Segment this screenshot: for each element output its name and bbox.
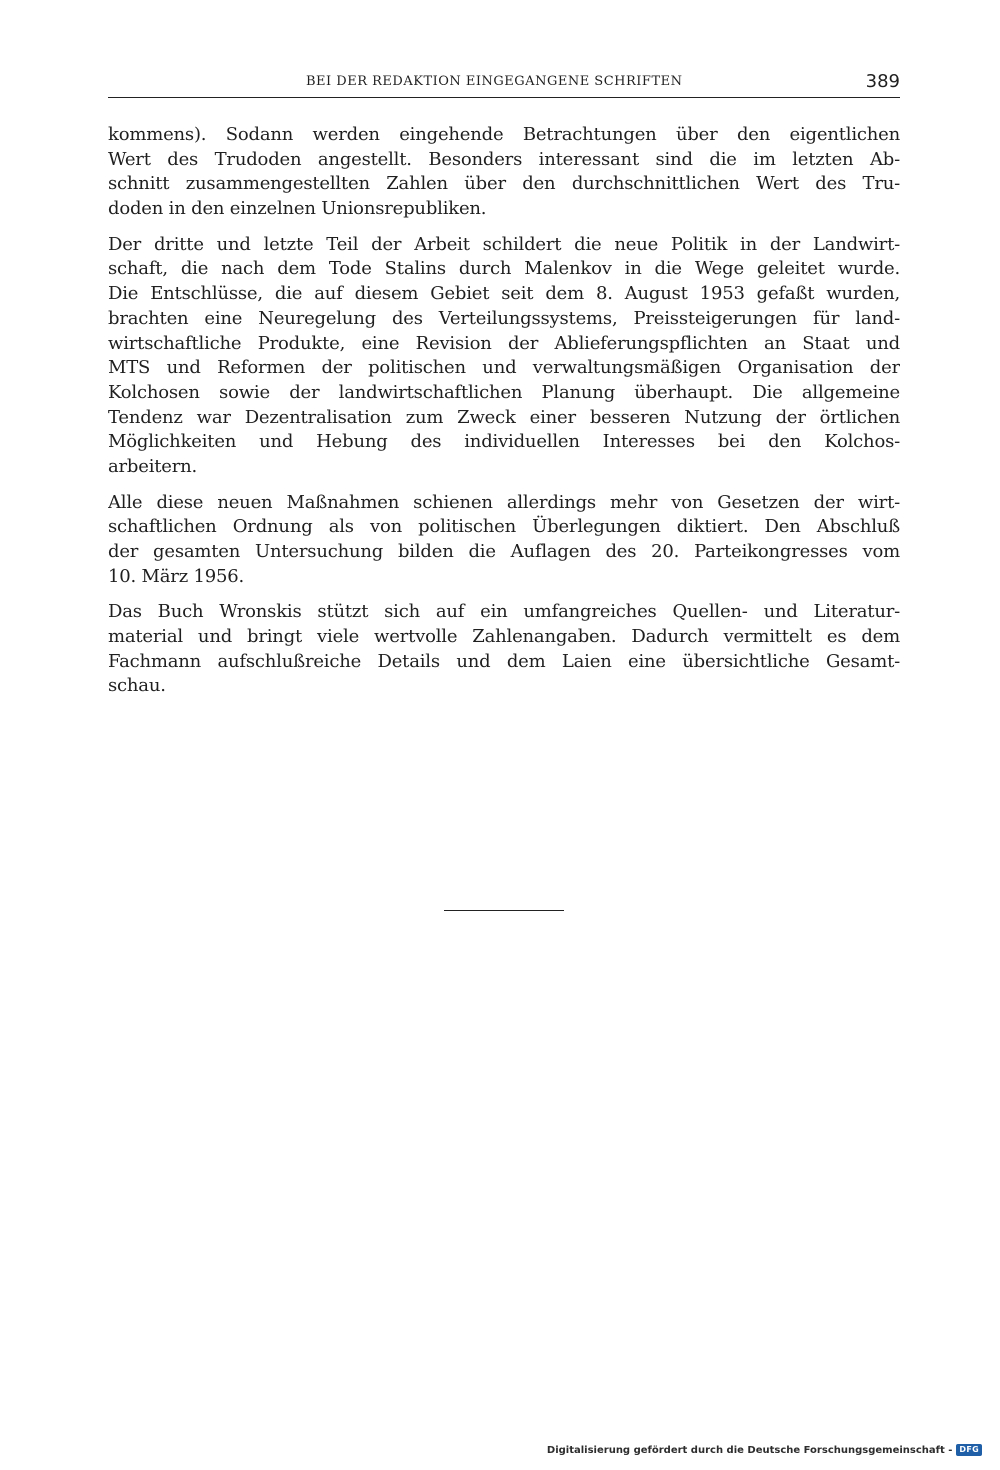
text-line: brachten eine Neuregelung des Verteilungssystems, Preissteigerungen für land-	[108, 307, 900, 329]
text-line: Kolchosen sowie der landwirtschaftlichen Planung überhaupt. Die allgemeine	[108, 381, 900, 403]
text-line: schaftlichen Ordnung als von politischen Überlegungen diktiert. Den Abschluß	[108, 516, 900, 538]
text-line: 10. März 1956.	[108, 565, 245, 587]
text-line: schau.	[108, 675, 166, 697]
text-line: Möglichkeiten und Hebung des individuellen Interesses bei den Kolchos-	[108, 431, 900, 453]
text-line: Tendenz war Dezentralisation zum Zweck einer besseren Nutzung der örtlichen	[108, 406, 900, 428]
text-line: Wert des Trudoden angestellt. Besonders interessant sind die im letzten Ab-	[108, 148, 900, 170]
text-line: Alle diese neuen Maßnahmen schienen allerdings mehr von Gesetzen der wirt-	[108, 491, 900, 513]
text-line: doden in den einzelnen Unionsrepubliken.	[108, 198, 487, 220]
text-line: kommens). Sodann werden eingehende Betrachtungen über den eigentlichen	[108, 124, 900, 145]
text-line: MTS und Reformen der politischen und verwaltungsmäßigen Organisation der	[108, 357, 900, 379]
text-line: Die Entschlüsse, die auf diesem Gebiet seit dem 8. August 1953 gefaßt wurden,	[108, 283, 900, 305]
text-line: Fachmann aufschlußreiche Details und dem Laien eine übersichtliche Gesamt-	[108, 650, 900, 672]
digitization-credit-text: Digitalisierung gefördert durch die Deutsche Forschungsgemeinschaft -	[546, 1444, 953, 1456]
text-line: Der dritte und letzte Teil der Arbeit schildert die neue Politik in der Landwirt-	[108, 233, 900, 255]
text-line: schnitt zusammengestellten Zahlen über den durchschnittlichen Wert des Tru-	[108, 173, 900, 195]
header-rule	[108, 97, 900, 98]
text-line: wirtschaftliche Produkte, eine Revision der Ablieferungspflichten an Staat und	[108, 332, 900, 354]
text-line: schaft, die nach dem Tode Stalins durch Malenkov in die Wege geleitet wurde.	[108, 258, 900, 280]
body-text	[108, 123, 900, 710]
dfg-logo-icon: DFG	[956, 1444, 982, 1456]
running-header-title: BEI DER REDAKTION EINGEGANGENE SCHRIFTEN	[306, 74, 683, 89]
paragraph-1	[108, 123, 900, 222]
section-end-rule	[444, 910, 564, 911]
page-number: 389	[865, 71, 900, 92]
paragraph-4	[108, 600, 900, 699]
paragraph-2	[108, 233, 900, 480]
text-line: material und bringt viele wertvolle Zahlenangaben. Dadurch vermittelt es dem	[108, 626, 900, 648]
text-line: arbeitern.	[108, 455, 198, 477]
paragraph-3	[108, 491, 900, 590]
text-line: Das Buch Wronskis stützt sich auf ein umfangreiches Quellen- und Literatur-	[108, 601, 900, 623]
running-header	[108, 72, 900, 98]
text-line: der gesamten Untersuchung bilden die Auflagen des 20. Parteikongresses vom	[108, 541, 900, 562]
digitization-credit	[547, 1444, 982, 1456]
